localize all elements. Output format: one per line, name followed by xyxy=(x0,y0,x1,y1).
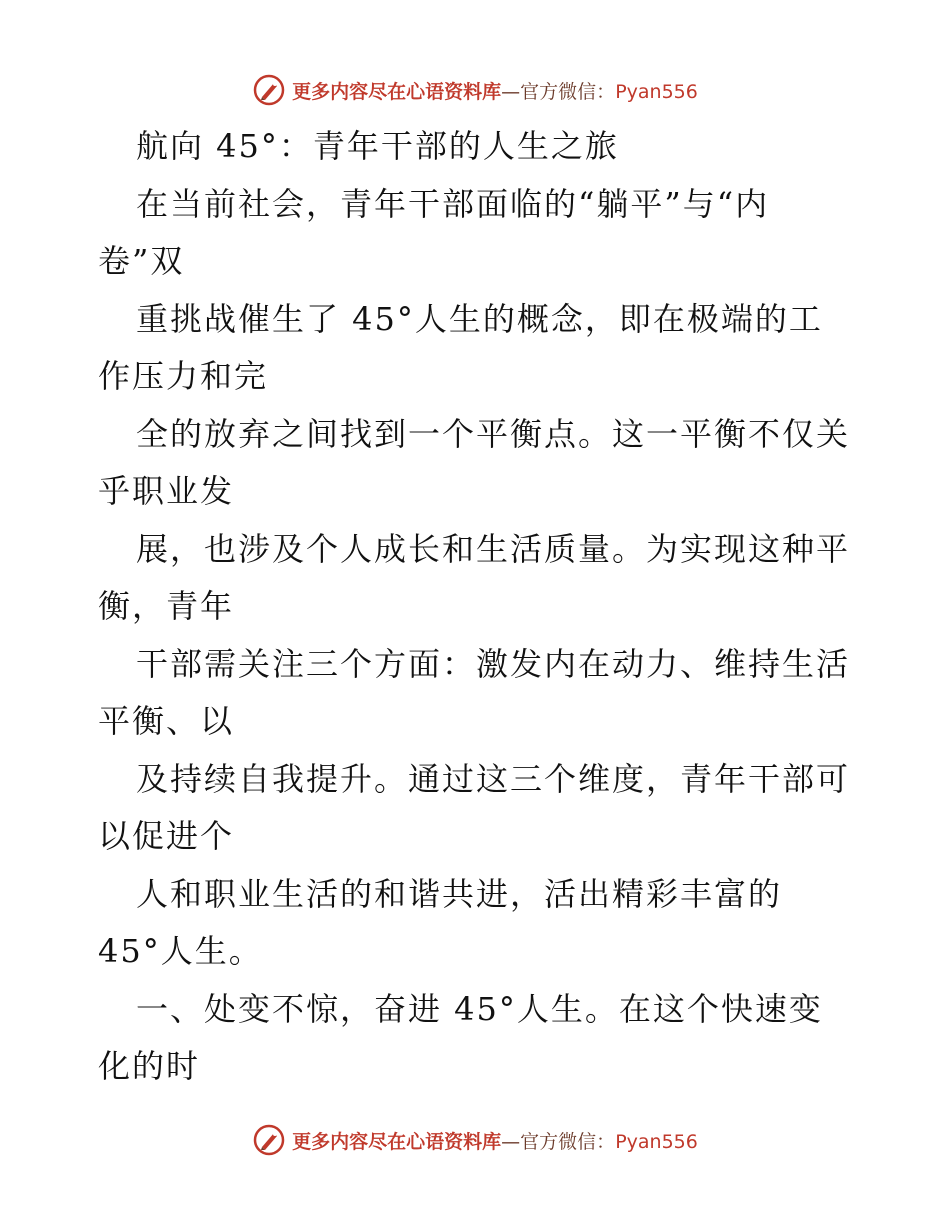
header-banner xyxy=(0,70,950,110)
document-line: 卷”双 xyxy=(98,242,185,280)
document-body xyxy=(98,118,858,1096)
document-line: 展，也涉及个人成长和生活质量。为实现这种平 xyxy=(136,529,851,568)
document-line: 作压力和完 xyxy=(98,357,269,395)
header-banner-wechat-label: 官方微信： xyxy=(520,80,616,103)
header-banner-brand: 更多内容尽在心语资料库 xyxy=(292,80,502,103)
document-line: 以促进个 xyxy=(98,817,235,855)
document-line: 全的放弃之间找到一个平衡点。这一平衡不仅关 xyxy=(136,414,851,453)
footer-banner-brand: 更多内容尽在心语资料库 xyxy=(292,1130,502,1153)
footer-banner xyxy=(0,1120,950,1160)
document-line: 干部需关注三个方面：激发内在动力、维持生活 xyxy=(136,644,851,683)
footer-banner-wechat-label: 官方微信： xyxy=(520,1130,616,1153)
header-banner-text xyxy=(292,77,698,104)
header-banner-dash: — xyxy=(501,80,521,103)
document-line: 平衡、以 xyxy=(98,702,235,740)
document-line: 重挑战催生了 45°人生的概念，即在极端的工 xyxy=(136,299,823,338)
footer-banner-wechat-id: Pyan556 xyxy=(615,1130,698,1153)
pen-nib-logo-icon xyxy=(252,1123,286,1157)
document-line: 在当前社会，青年干部面临的“躺平”与“内 xyxy=(136,184,770,223)
footer-banner-dash: — xyxy=(501,1130,521,1153)
document-line: 及持续自我提升。通过这三个维度，青年干部可 xyxy=(136,759,851,798)
document-line: 衡，青年 xyxy=(98,587,235,625)
document-line: 人和职业生活的和谐共进，活出精彩丰富的 xyxy=(136,874,783,913)
footer-banner-text xyxy=(292,1127,698,1154)
pen-nib-logo-icon xyxy=(252,73,286,107)
document-line: 一、处变不惊，奋进 45°人生。在这个快速变 xyxy=(136,989,823,1028)
document-line: 航向 45°：青年干部的人生之旅 xyxy=(136,127,619,165)
document-line: 45°人生。 xyxy=(98,932,263,970)
document-line: 化的时 xyxy=(98,1047,201,1085)
header-banner-wechat-id: Pyan556 xyxy=(615,80,698,103)
document-line: 乎职业发 xyxy=(98,472,235,510)
